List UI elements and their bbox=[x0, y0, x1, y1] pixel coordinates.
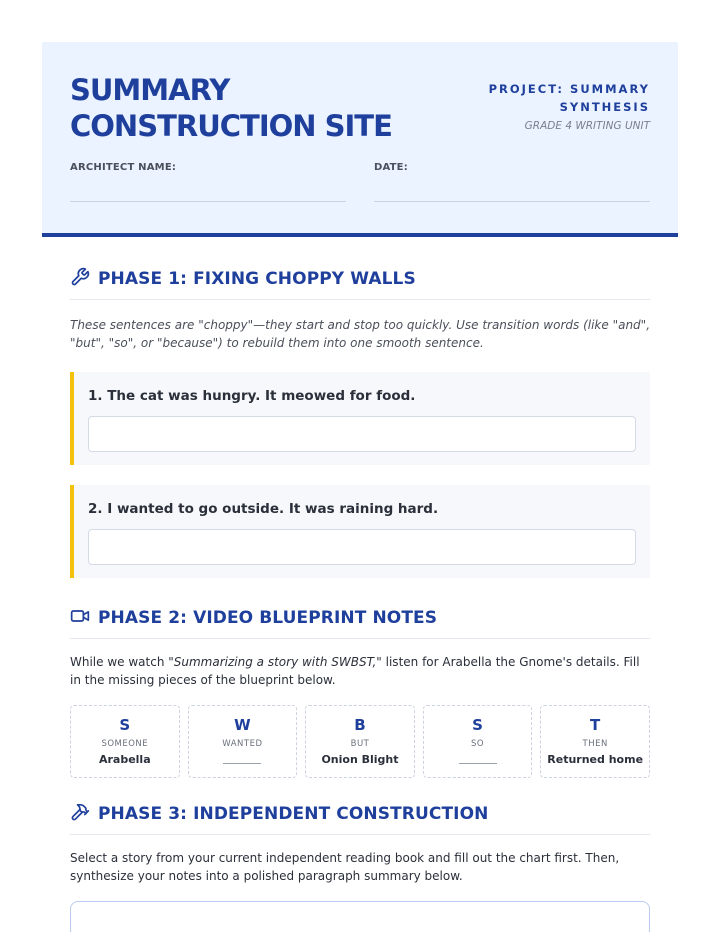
story-chart-box[interactable] bbox=[70, 901, 650, 932]
architect-name-line[interactable] bbox=[70, 201, 346, 202]
swbst-then-cell bbox=[540, 705, 650, 778]
swbst-word: SOMEONE bbox=[101, 739, 149, 749]
date-field bbox=[374, 162, 650, 202]
swbst-so-cell bbox=[423, 705, 533, 778]
swbst-letter: S bbox=[472, 716, 483, 734]
swbst-value: Onion Blight bbox=[321, 753, 399, 766]
worksheet-content bbox=[42, 267, 678, 932]
swbst-wanted-blank[interactable] bbox=[223, 753, 261, 764]
phase3-instructions: Select a story from your current independent reading book and fill out the chart first. Then, synthesize your notes into a polished paragraph summary below. bbox=[70, 851, 620, 883]
page-title bbox=[70, 72, 450, 144]
phase2-title: PHASE 2: VIDEO BLUEPRINT NOTES bbox=[98, 608, 438, 628]
swbst-word: THEN bbox=[582, 739, 608, 749]
date-label: DATE: bbox=[374, 162, 408, 173]
swbst-word: SO bbox=[471, 739, 485, 749]
hammer-icon bbox=[70, 802, 90, 826]
swbst-value: Returned home bbox=[547, 753, 644, 766]
swbst-chart bbox=[70, 705, 650, 778]
question-2-answer-input[interactable] bbox=[88, 529, 636, 565]
phase2-header bbox=[70, 606, 650, 630]
phase3-divider bbox=[70, 834, 650, 835]
question-card-1 bbox=[70, 372, 650, 465]
phase2-divider bbox=[70, 638, 650, 639]
swbst-letter: T bbox=[590, 716, 601, 734]
title-line-2: CONSTRUCTION SITE bbox=[70, 109, 392, 143]
video-camera-icon bbox=[70, 606, 90, 630]
video-title: "Summarizing a story with SWBST," bbox=[168, 655, 382, 669]
swbst-so-blank[interactable] bbox=[459, 753, 497, 764]
architect-name-label: ARCHITECT NAME: bbox=[70, 162, 177, 173]
architect-name-field bbox=[70, 162, 346, 202]
question-2-text: 2. I wanted to go outside. It was raining hard. bbox=[88, 501, 439, 517]
project-info bbox=[450, 80, 650, 132]
worksheet-page bbox=[42, 42, 678, 932]
swbst-word: BUT bbox=[350, 739, 370, 749]
wrench-icon bbox=[70, 267, 90, 291]
phase3-header bbox=[70, 802, 650, 826]
date-line[interactable] bbox=[374, 201, 650, 202]
unit-label: GRADE 4 WRITING UNIT bbox=[524, 120, 650, 132]
swbst-but-cell bbox=[305, 705, 415, 778]
swbst-value: Arabella bbox=[98, 753, 151, 766]
phase1-title: PHASE 1: FIXING CHOPPY WALLS bbox=[98, 269, 416, 289]
title-line-1: SUMMARY bbox=[70, 73, 230, 107]
swbst-someone-cell bbox=[70, 705, 180, 778]
phase1-instructions: These sentences are "choppy"—they start and stop too quickly. Use transition words (like "and", "but", "so", or "because") to rebuild them into one smooth sentence. bbox=[70, 318, 651, 350]
question-1-text: 1. The cat was hungry. It meowed for food. bbox=[88, 388, 416, 404]
swbst-letter: W bbox=[234, 716, 251, 734]
phase2-instr-before: While we watch bbox=[70, 655, 169, 669]
swbst-wanted-cell bbox=[188, 705, 298, 778]
phase3-title: PHASE 3: INDEPENDENT CONSTRUCTION bbox=[98, 804, 489, 824]
phase1-header bbox=[70, 267, 650, 291]
phase2-instr-after: listen for Arabella the Gnome's details. Fill in the missing pieces of the blueprint below. bbox=[70, 655, 640, 687]
swbst-letter: B bbox=[354, 716, 366, 734]
project-name-line-1: PROJECT: SUMMARY bbox=[488, 82, 650, 96]
question-card-2 bbox=[70, 485, 650, 578]
swbst-word: WANTED bbox=[222, 739, 263, 749]
project-name-line-2: SYNTHESIS bbox=[559, 100, 650, 114]
header-fields bbox=[70, 162, 650, 202]
phase1-divider bbox=[70, 299, 650, 300]
phase2-instructions bbox=[70, 653, 650, 689]
question-1-answer-input[interactable] bbox=[88, 416, 636, 452]
swbst-letter: S bbox=[119, 716, 131, 734]
worksheet-header bbox=[42, 42, 678, 237]
